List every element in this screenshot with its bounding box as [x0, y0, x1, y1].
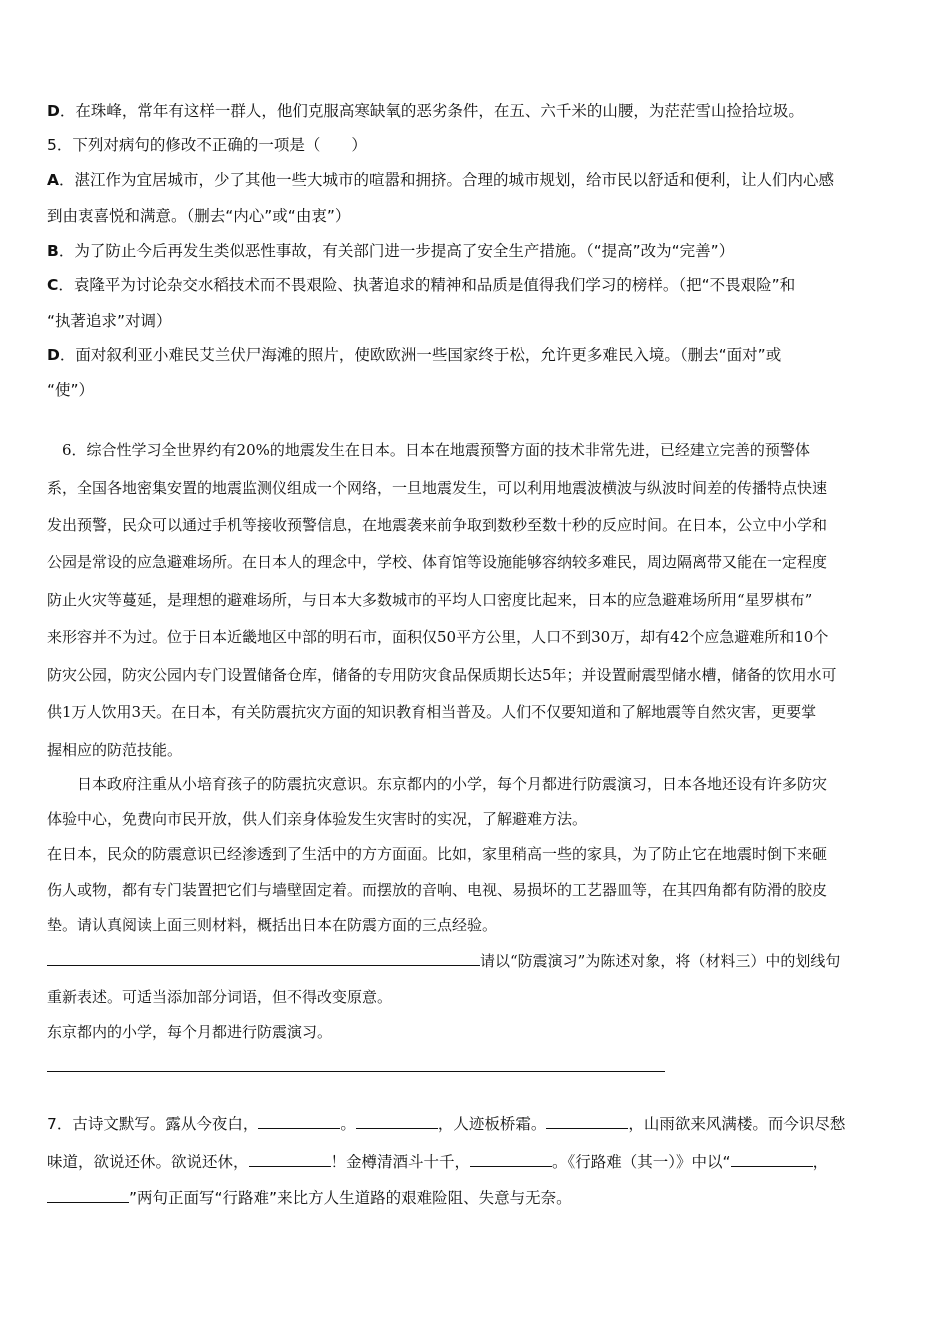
q5-stem: 5．下列对病句的修改不正确的一项是（ ）	[47, 136, 367, 154]
q7-line2	[47, 1151, 907, 1173]
blank-q7-6[interactable]	[731, 1152, 813, 1167]
blank-q7-7[interactable]	[47, 1188, 129, 1203]
q7-text-7: 。《行路难（其一）》中以“	[552, 1153, 731, 1171]
q6-task2-text: 请以“防震演习”为陈述对象，将（材料三）中的划线句	[480, 952, 841, 970]
q6-material1-line7: 防灾公园，防灾公园内专门设置储备仓库，储备的专用防灾食品保质期长达5年；并设置耐震型储水槽，储备的饮用水可	[47, 666, 837, 684]
q6-material2-line1: 日本政府注重从小培育孩子的防震抗灾意识。东京都内的小学，每个月都进行防震演习，日本各地还设有许多防灾	[47, 775, 828, 793]
q7-text-1: 7．古诗文默写。露从今夜白，	[47, 1115, 259, 1133]
q4-option-d: D．在珠峰，常年有这样一群人，他们克服高寒缺氧的恶劣条件，在五、六千米的山腰，为茫茫雪山捡拾垃圾。	[47, 102, 804, 120]
q6-task2-line3: 东京都内的小学，每个月都进行防震演习。	[47, 1023, 333, 1041]
blank-q7-1[interactable]	[258, 1114, 340, 1129]
q5-option-a-line1: A．湛江作为宜居城市，少了其他一些大城市的喧嚣和拥挤。合理的城市规划，给市民以舒适和便利，让人们内心感	[47, 171, 835, 189]
q5-option-c-line1: C．袁隆平为讨论杂交水稻技术而不畏艰险、执著追求的精神和品质是值得我们学习的榜样。（把“不畏艰险”和	[47, 276, 796, 294]
q7-text-5: 味道，欲说还休。欲说还休，	[47, 1153, 249, 1171]
answer-blank-1[interactable]	[47, 951, 480, 966]
q7-line1	[47, 1113, 907, 1135]
blank-q7-2[interactable]	[356, 1114, 438, 1129]
q5-option-b: B．为了防止今后再发生类似恶性事故，有关部门进一步提高了安全生产措施。（“提高”改为“完善”）	[47, 242, 735, 260]
option-letter: D	[47, 102, 60, 120]
blank-q7-4[interactable]	[249, 1152, 331, 1167]
q7-text-9: ”两句正面写“行路难”来比方人生道路的艰难险阻、失意与无奈。	[129, 1189, 572, 1207]
q5-option-a-line2: 到由衷喜悦和满意。（删去“内心”或“由衷”）	[47, 207, 351, 225]
q6-material1-line9: 握相应的防范技能。	[47, 741, 183, 759]
q5-option-d-line1: D．面对叙利亚小难民艾兰伏尸海滩的照片，使欧欧洲一些国家终于松，允许更多难民入境。（删去“面对”或	[47, 346, 782, 364]
option-letter: A	[47, 171, 59, 189]
q6-material2-line2: 体验中心，免费向市民开放，供人们亲身体验发生灾害时的实况，了解避难方法。	[47, 810, 588, 828]
q6-task2-line2: 重新表述。可适当添加部分词语，但不得改变原意。	[47, 988, 393, 1006]
q7-line3	[47, 1187, 907, 1209]
q7-text-6: ！金樽清酒斗十千，	[330, 1153, 471, 1171]
q6-material1-line5: 防止火灾等蔓延，是理想的避难场所，与日本大多数城市的平均人口密度比起来，日本的应急避难场所用“星罗棋布”	[47, 591, 813, 609]
q7-text-8: ，	[812, 1153, 829, 1171]
q6-material3-line1: 在日本，民众的防震意识已经渗透到了生活中的方方面面。比如，家里稍高一些的家具，为了防止它在地震时倒下来砸	[47, 845, 828, 863]
q5-option-c-line2: “执著追求”对调）	[47, 312, 172, 330]
q6-material1-line3: 发出预警，民众可以通过手机等接收预警信息，在地震袭来前争取到数秒至数十秒的反应时间。在日本，公立中小学和	[47, 516, 828, 534]
blank-q7-5[interactable]	[470, 1152, 552, 1167]
q7-text-4: ，山雨欲来风满楼。而今识尽愁	[628, 1115, 846, 1133]
q6-material3-line3: 垫。请认真阅读上面三则材料，概括出日本在防震方面的三点经验。	[47, 916, 498, 934]
q6-material1-line1: 6．综合性学习全世界约有20%的地震发生在日本。日本在地震预警方面的技术非常先进，已经建立完善的预警体	[47, 441, 810, 459]
q6-material1-line8: 供1万人饮用3天。在日本，有关防震抗灾方面的知识教育相当普及。人们不仅要知道和了解地震等自然灾害，更要掌	[47, 703, 817, 721]
q6-material1-line4: 公园是常设的应急避难场所。在日本人的理念中，学校、体育馆等设施能够容纳较多难民，周边隔离带又能在一定程度	[47, 553, 828, 571]
q6-answer-line	[47, 1056, 907, 1078]
q6-material1-line2: 系，全国各地密集安置的地震监测仪组成一个网络，一旦地震发生，可以利用地震波横波与纵波时间差的传播特点快速	[47, 479, 828, 497]
option-letter: D	[47, 346, 60, 364]
blank-q7-3[interactable]	[546, 1114, 628, 1129]
q6-task2-line1	[47, 950, 907, 972]
option-letter: B	[47, 242, 59, 260]
q6-material1-line6: 来形容并不为过。位于日本近畿地区中部的明石市，面积仅50平方公里，人口不到30万，却有42个应急避难所和10个	[47, 628, 829, 646]
q7-text-2: 。	[340, 1115, 356, 1133]
option-letter: C	[47, 276, 59, 294]
q7-text-3: ，人迹板桥霜。	[437, 1115, 547, 1133]
q5-option-d-line2: “使”）	[47, 381, 95, 399]
q6-material3-line2: 伤人或物，都有专门装置把它们与墙壁固定着。而摆放的音响、电视、易损坏的工艺器皿等，在其四角都有防滑的胶皮	[47, 881, 828, 899]
answer-blank-2[interactable]	[47, 1057, 665, 1072]
